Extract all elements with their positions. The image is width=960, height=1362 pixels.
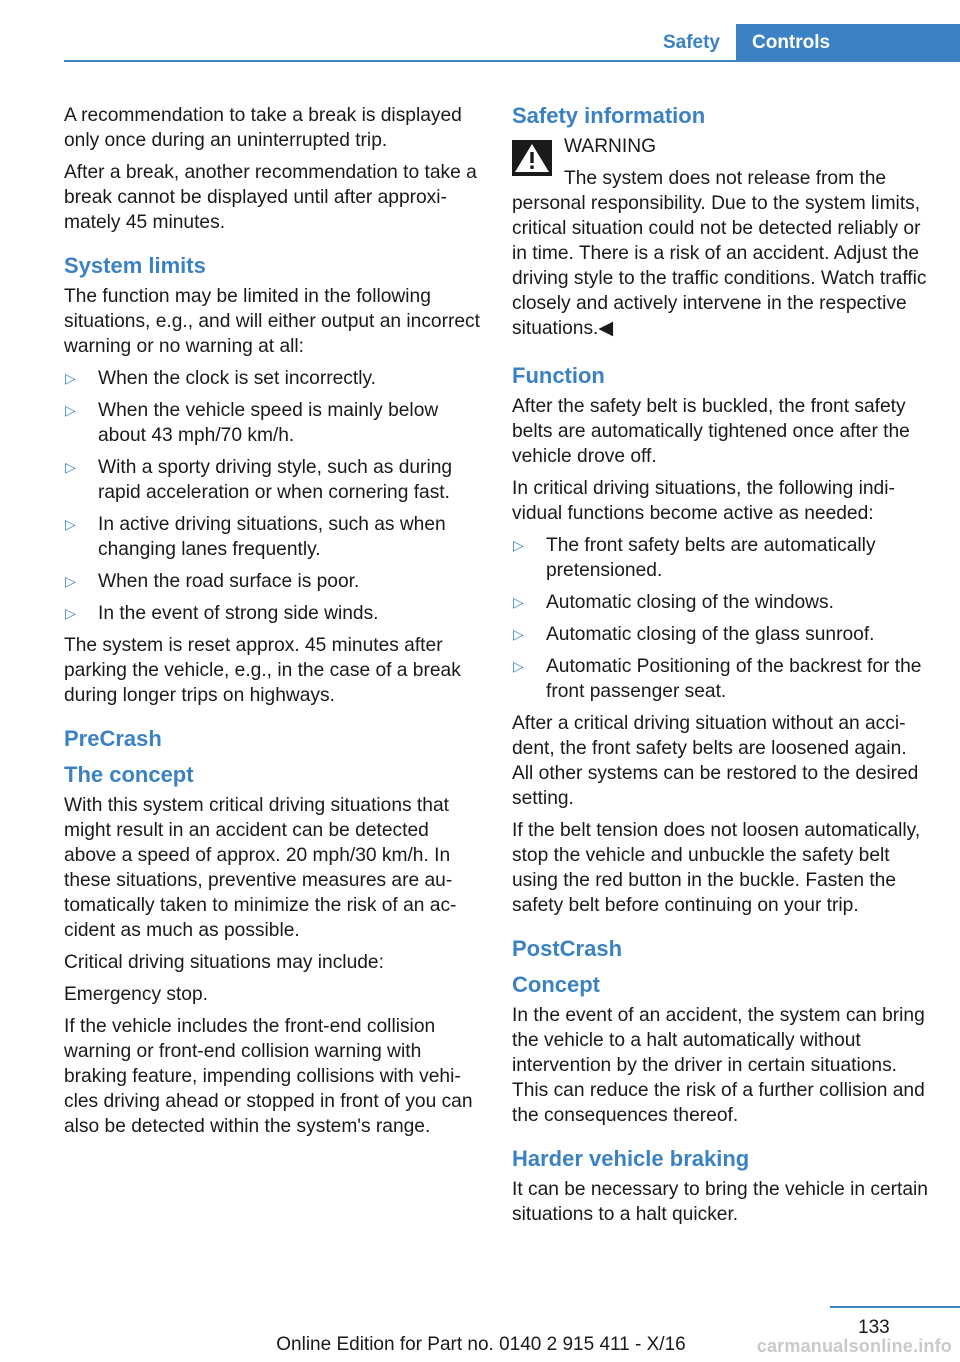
triangle-right-icon: ▷ [65, 459, 76, 475]
list-item: ▷ When the road surface is poor. [65, 571, 360, 592]
paragraph: It can be necessary to bring the vehicle in certain situations to a halt quicker. [512, 1179, 928, 1225]
header-chapter-tab: Controls [736, 24, 960, 62]
paragraph: The function may be limited in the following situations, e.g., and will either output an incorrect warning or no warning at all: [64, 286, 480, 357]
page-number: 133 [858, 1317, 890, 1338]
list-item: ▷ Automatic Positioning of the backrest for the front passenger seat. [513, 656, 922, 702]
list-item: ▷ Automatic closing of the windows. [513, 592, 834, 613]
section-heading-function: Function [512, 363, 605, 388]
warning-block [512, 134, 930, 341]
list-item: ▷ The front safety belts are automatically pretensioned. [513, 535, 876, 581]
triangle-right-icon: ▷ [65, 516, 76, 532]
triangle-right-icon: ▷ [65, 402, 76, 418]
list-item: ▷ With a sporty driving style, such as during rapid acceleration or when cornering fast. [65, 457, 453, 503]
paragraph: If the belt tension does not loosen automatically, stop the vehicle and unbuckle the safety belt using the red button in the buckle. Fasten the safety belt before continuing on your trip. [512, 820, 921, 916]
footer-rule [830, 1306, 960, 1308]
warning-triangle-icon [512, 140, 552, 176]
section-heading-safety-information: Safety information [512, 103, 706, 128]
warning-label: WARNING [564, 136, 657, 157]
paragraph: In critical driving situations, the following individual functions become active as needed: [512, 478, 895, 524]
section-heading-concept: Concept [512, 972, 600, 997]
list-item: ▷ Automatic closing of the glass sunroof. [513, 624, 875, 645]
edition-footer: Online Edition for Part no. 0140 2 915 411 - X/16 [276, 1334, 686, 1355]
paragraph: After the safety belt is buckled, the front safety belts are automatically tightened once after the vehicle drove off. [512, 396, 910, 467]
right-column [512, 103, 930, 1234]
triangle-right-icon: ▷ [513, 626, 524, 642]
paragraph: After a critical driving situation without an accident, the front safety belts are loosened again. All other systems can be restored to the desired setting. [512, 713, 919, 809]
paragraph: If the vehicle includes the front-end collision warning or front-end collision warning with braking feature, impending collisions with vehicles driving ahead or stopped in front of you can also be detected within the system's range. [64, 1016, 473, 1137]
paragraph: In the event of an accident, the system can bring the vehicle to a halt automatically without intervention by the driver in certain situations. This can reduce the risk of a further collision and the consequences thereof. [512, 1005, 925, 1126]
section-heading-harder-vehicle-braking: Harder vehicle braking [512, 1146, 750, 1171]
triangle-right-icon: ▷ [513, 537, 524, 553]
triangle-right-icon: ▷ [65, 370, 76, 386]
paragraph: A recommendation to take a break is displayed only once during an uninterrupted trip. [64, 105, 462, 151]
section-heading-the-concept: The concept [64, 762, 194, 787]
list-item: ▷ When the clock is set incorrectly. [65, 368, 376, 389]
paragraph: Critical driving situations may include: [64, 952, 384, 973]
triangle-right-icon: ▷ [65, 573, 76, 589]
triangle-right-icon: ▷ [513, 594, 524, 610]
header-rule [64, 60, 960, 62]
triangle-right-icon: ▷ [65, 605, 76, 621]
paragraph: After a break, another recommendation to take a break cannot be displayed until after approximately 45 minutes. [64, 162, 477, 233]
list-item: ▷ When the vehicle speed is mainly below about 43 mph/70 km/h. [65, 400, 439, 446]
paragraph: With this system critical driving situations that might result in an accident can be detected above a speed of approx. 20 mph/30 km/h. In these situations, preventive measures are automatically taken to minimize the risk of an accident as much as possible. [64, 795, 457, 941]
chapter-heading-precrash: PreCrash [64, 726, 162, 751]
watermark: carmanualsonline.info [756, 1336, 952, 1356]
function-list [512, 533, 930, 704]
header-tabs [636, 24, 960, 62]
triangle-right-icon: ▷ [513, 658, 524, 674]
paragraph: Emergency stop. [64, 984, 208, 1005]
list-item: ▷ In the event of strong side winds. [65, 603, 379, 624]
paragraph: The system is reset approx. 45 minutes after parking the vehicle, e.g., in the case of a break during longer trips on highways. [64, 635, 461, 706]
chapter-heading-postcrash: PostCrash [512, 936, 623, 961]
section-heading-system-limits: System limits [64, 253, 206, 278]
system-limits-list [64, 366, 480, 626]
warning-text: The system does not release from the personal responsibility. Due to the system limits, critical situation could not be detected reliably or in time. There is a risk of an accident. Adjust the driving style to the traffic conditions. Watch traffic closely and actively intervene in the respective situations.◀ [512, 168, 927, 339]
left-column [64, 103, 480, 1146]
list-item: ▷ In active driving situations, such as when changing lanes frequently. [65, 514, 446, 560]
header-section-label: Safety [662, 32, 720, 53]
